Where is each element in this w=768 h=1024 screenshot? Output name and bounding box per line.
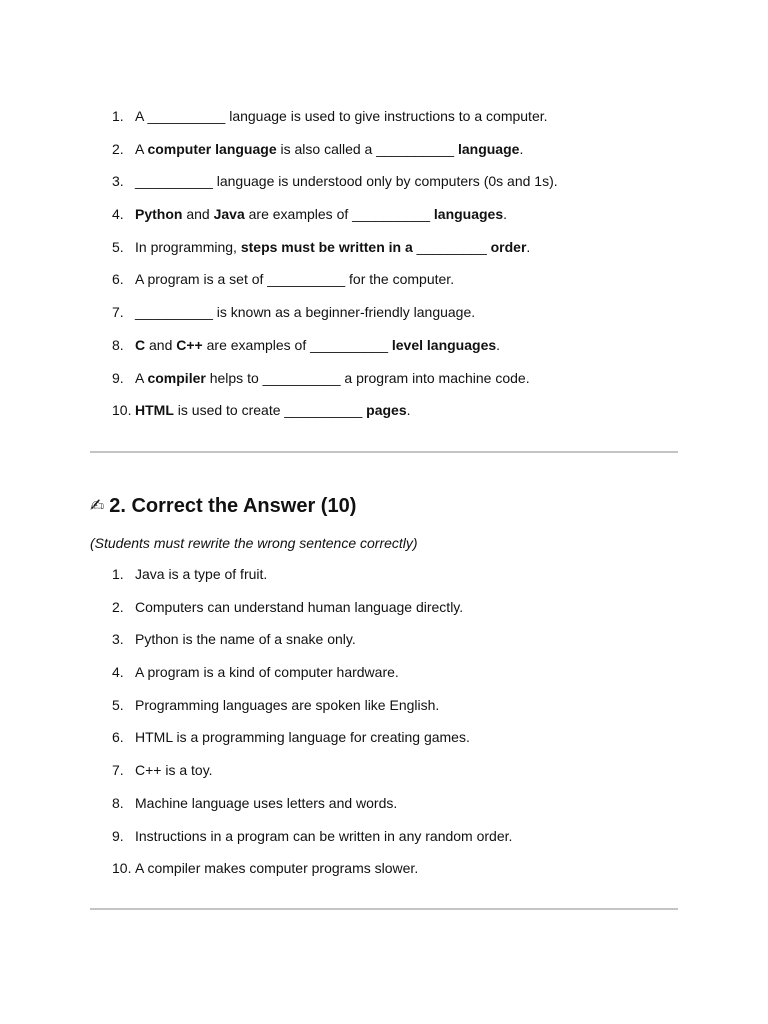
item-text: Machine language uses letters and words. (135, 794, 398, 811)
item-number: 2. (112, 140, 124, 157)
item-number: 4. (112, 206, 124, 223)
list-item (112, 795, 712, 828)
item-text: HTML is a programming language for creating games. (135, 729, 470, 746)
text-part-bold: language (457, 140, 520, 157)
text-part-bold: C (135, 336, 146, 353)
text-part-bold: level languages (391, 336, 497, 353)
item-number: 10. (112, 402, 132, 419)
fill-blanks-list (112, 108, 712, 435)
list-item (112, 239, 712, 272)
item-text: Instructions in a program can be written in any random order. (135, 827, 513, 844)
text-part: . (496, 336, 501, 353)
list-item (112, 631, 712, 664)
text-part-bold: C++ (176, 336, 203, 353)
item-text: A program is a kind of computer hardware. (135, 664, 399, 681)
list-item (112, 141, 712, 174)
item-number: 1. (112, 566, 124, 582)
item-text: Java is a type of fruit. (135, 566, 268, 582)
item-text: C++ is a toy. (135, 762, 213, 779)
section-divider (90, 908, 678, 910)
list-item (112, 337, 712, 370)
item-text (135, 304, 475, 320)
text-part: . (526, 238, 531, 255)
text-part-bold: languages (433, 206, 504, 223)
item-number: 8. (112, 794, 124, 811)
item-number: 9. (112, 827, 124, 844)
item-text (135, 141, 523, 157)
list-item (112, 402, 712, 435)
section-divider (90, 451, 678, 453)
text-part: and (182, 206, 214, 223)
item-text (135, 108, 548, 124)
list-item (112, 370, 712, 403)
list-item (112, 860, 712, 893)
text-part-bold: Java (213, 206, 245, 223)
item-text (135, 173, 558, 189)
correct-answer-list (112, 566, 712, 893)
item-text: Programming languages are spoken like English. (135, 696, 440, 713)
text-part-bold: pages (366, 402, 407, 419)
list-item (112, 664, 712, 697)
list-item (112, 729, 712, 762)
text-part: are examples of __________ (202, 336, 392, 353)
item-number: 1. (112, 108, 124, 124)
item-text (135, 337, 500, 353)
writing-hand-icon: ✍ (90, 496, 105, 516)
item-text (135, 402, 411, 418)
item-number: 3. (112, 173, 124, 190)
item-number: 6. (112, 271, 124, 288)
text-part-bold: Python (135, 206, 183, 223)
text-part: A program is a set of __________ for the computer. (135, 271, 455, 288)
list-item (112, 566, 712, 599)
item-number: 4. (112, 664, 124, 681)
item-text (135, 271, 454, 287)
list-item (112, 206, 712, 239)
text-part: is used to create __________ (173, 402, 367, 419)
text-part: . (503, 206, 508, 223)
list-item (112, 173, 712, 206)
list-item (112, 271, 712, 304)
item-number: 3. (112, 631, 124, 648)
text-part-bold: computer language (147, 140, 277, 157)
text-part-bold: compiler (147, 369, 206, 386)
list-item (112, 762, 712, 795)
text-part: is also called a __________ (276, 140, 458, 157)
text-part: A __________ language is used to give instructions to a computer. (135, 108, 548, 124)
item-number: 2. (112, 598, 124, 615)
text-part: and (145, 336, 177, 353)
text-part-bold: HTML (135, 402, 174, 419)
section-instruction: (Students must rewrite the wrong sentence correctly) (90, 535, 418, 551)
text-part: _________ (412, 238, 491, 255)
text-part: A (135, 140, 148, 157)
item-number: 9. (112, 369, 124, 386)
text-part: are examples of __________ (244, 206, 434, 223)
list-item (112, 108, 712, 141)
list-item (112, 697, 712, 730)
text-part: . (406, 402, 411, 419)
section-heading (90, 492, 356, 520)
item-number: 7. (112, 304, 124, 321)
text-part-bold: order (490, 238, 527, 255)
item-text (135, 370, 530, 386)
text-part-bold: steps must be written in a (240, 238, 413, 255)
text-part: __________ language is understood only by computers (0s and 1s). (135, 173, 558, 190)
item-number: 7. (112, 762, 124, 779)
item-number: 5. (112, 238, 124, 255)
item-text: Computers can understand human language directly. (135, 598, 464, 615)
text-part: __________ is known as a beginner-friendly language. (135, 304, 476, 321)
item-text (135, 206, 507, 222)
list-item (112, 304, 712, 337)
item-text: A compiler makes computer programs slower. (135, 860, 419, 877)
text-part: . (519, 140, 524, 157)
item-number: 10. (112, 860, 132, 877)
item-text: Python is the name of a snake only. (135, 631, 356, 648)
item-text (135, 239, 530, 255)
item-number: 8. (112, 336, 124, 353)
text-part: helps to __________ a program into machine code. (205, 369, 530, 386)
list-item (112, 599, 712, 632)
text-part: A (135, 369, 148, 386)
text-part: In programming, (135, 238, 241, 255)
item-number: 5. (112, 696, 124, 713)
item-number: 6. (112, 729, 124, 746)
section-title: 2. Correct the Answer (10) (109, 495, 357, 517)
list-item (112, 828, 712, 861)
